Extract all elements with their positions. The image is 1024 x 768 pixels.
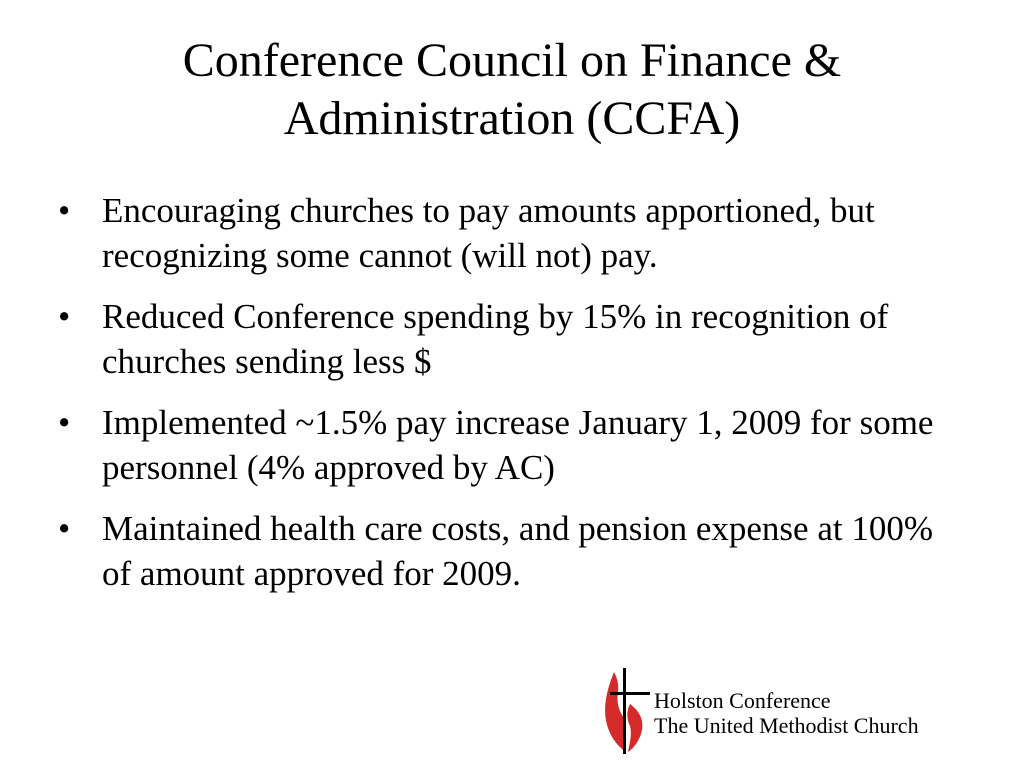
slide-title-line-1: Conference Council on Finance & <box>182 34 842 87</box>
flame-left-shape <box>605 672 626 752</box>
bullet-item <box>56 294 956 384</box>
bullet-text: Reduced Conference spending by 15% in recognition of churches sending less $ <box>102 297 889 381</box>
bullet-text: Maintained health care costs, and pension expense at 100% of amount approved for 2009. <box>102 509 933 593</box>
bullet-text: Encouraging churches to pay amounts apportioned, but recognizing some cannot (will not) pay. <box>102 191 875 275</box>
slide-title-line-2: Administration (CCFA) <box>283 92 741 145</box>
cross-horizontal-bar <box>610 692 650 695</box>
conference-logo <box>600 664 980 760</box>
bullet-marker: • <box>58 509 71 548</box>
slide-title <box>60 32 964 148</box>
bullet-list <box>56 188 956 612</box>
bullet-marker: • <box>58 191 71 230</box>
logo-line-2: The United Methodist Church <box>654 713 919 738</box>
bullet-item <box>56 506 956 596</box>
logo-line-1: Holston Conference <box>654 688 831 713</box>
bullet-item <box>56 188 956 278</box>
cross-and-flame-icon <box>600 664 656 754</box>
logo-text <box>654 688 919 738</box>
bullet-item <box>56 400 956 490</box>
cross-vertical-bar <box>623 668 626 754</box>
flame-right-shape <box>627 704 642 752</box>
bullet-marker: • <box>58 297 71 336</box>
bullet-marker: • <box>58 403 71 442</box>
bullet-text: Implemented ~1.5% pay increase January 1, 2009 for some personnel (4% approved by AC) <box>102 403 934 487</box>
